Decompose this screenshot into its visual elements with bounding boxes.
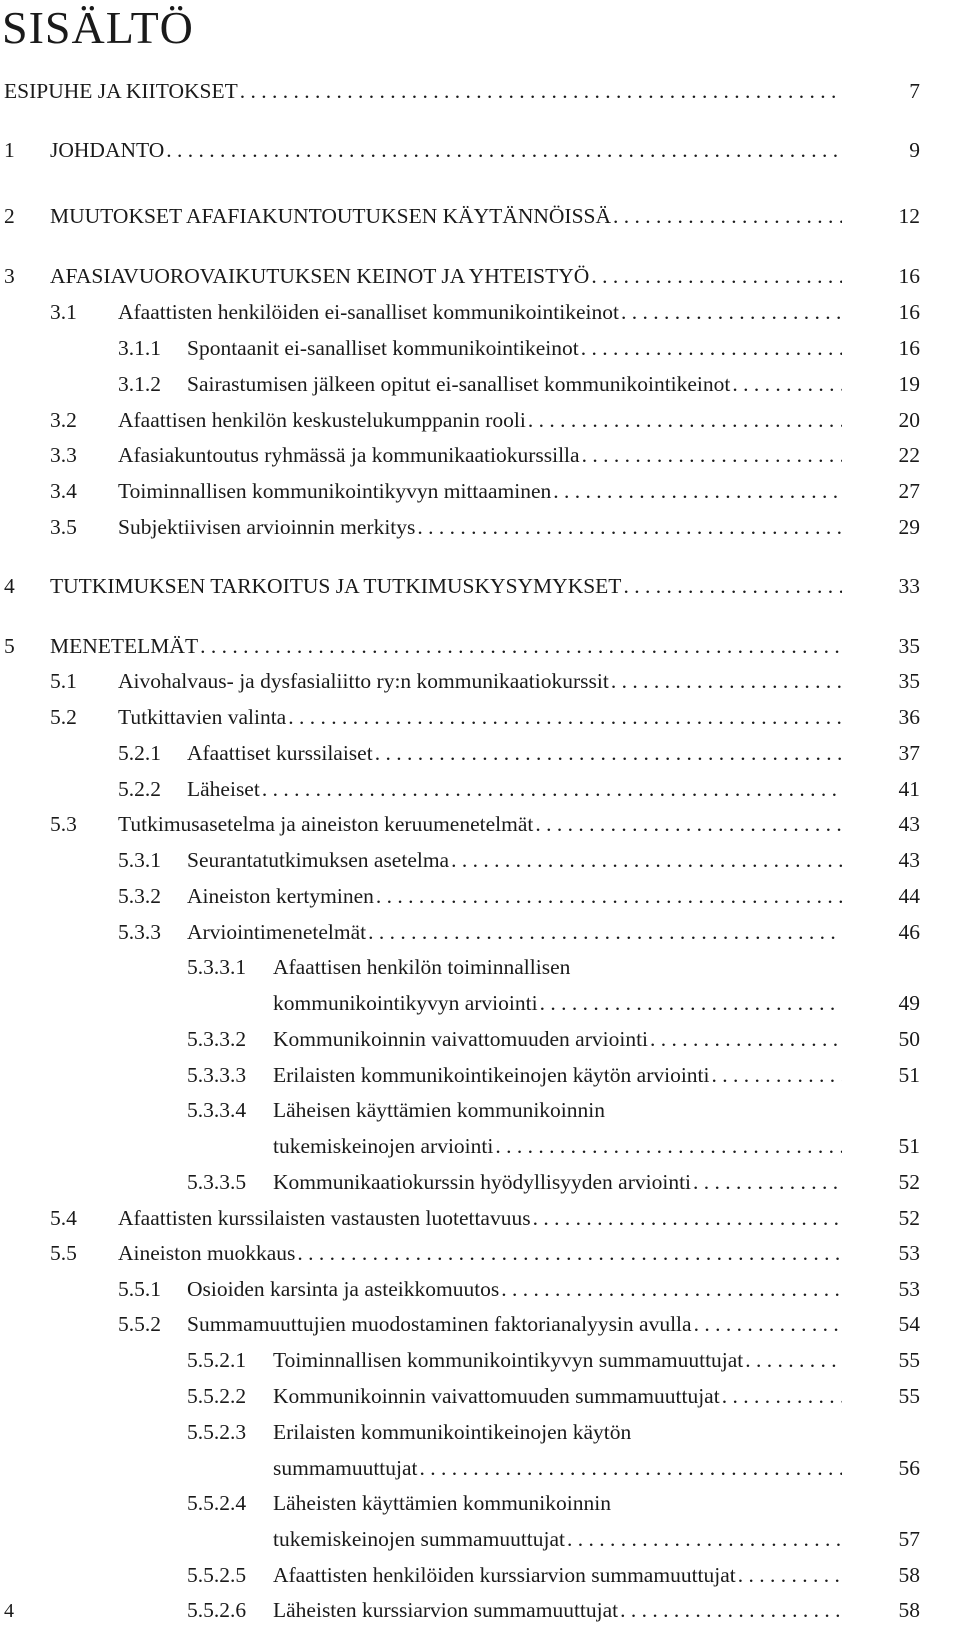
toc-entry-title: Aineiston kertyminen xyxy=(187,884,374,908)
toc-entry-title: tukemiskeinojen summamuuttujat xyxy=(273,1527,566,1551)
toc-entry-title: Osioiden karsinta ja asteikkomuutos xyxy=(187,1277,500,1301)
toc-entry-title: Afaattiset kurssilaiset xyxy=(187,741,373,765)
dot-leader xyxy=(621,297,842,328)
toc-entry-page: 27 xyxy=(898,479,920,503)
toc-entry-title: Summamuuttujien muodostaminen faktorianalyysin avulla xyxy=(187,1312,692,1336)
toc-entry-page: 33 xyxy=(898,574,920,598)
toc-entry-title: Läheiset xyxy=(187,777,260,801)
toc-entry xyxy=(0,512,960,543)
toc-entry-title: Afaattisten henkilöiden kurssiarvion summamuuttujat xyxy=(273,1563,736,1587)
toc-entry xyxy=(0,1381,960,1412)
toc-entry-number: 4 xyxy=(4,574,15,598)
toc-entry xyxy=(0,476,960,507)
toc-entry xyxy=(0,1560,960,1591)
toc-entry xyxy=(0,1417,960,1448)
toc-entry xyxy=(0,1167,960,1198)
dot-leader xyxy=(712,1060,843,1091)
toc-entry-number: 5.3.2 xyxy=(118,884,161,908)
dot-leader xyxy=(650,1024,842,1055)
toc-entry-title: Tutkittavien valinta xyxy=(118,705,287,729)
toc-entry xyxy=(0,1060,960,1091)
toc-entry-title: Läheisten kurssiarvion summamuuttujat xyxy=(273,1598,619,1622)
dot-leader xyxy=(694,1309,842,1340)
toc-entry-number: 5.5 xyxy=(50,1241,77,1265)
toc-entry-title: Afaattisten henkilöiden ei-sanalliset kommunikointikeinot xyxy=(118,300,619,324)
toc-entry-page: 9 xyxy=(909,138,920,162)
toc-entry xyxy=(0,201,960,232)
toc-entry-number: 5.5.2.4 xyxy=(187,1491,247,1515)
dot-leader xyxy=(722,1381,842,1412)
toc-entry-page: 55 xyxy=(898,1384,920,1408)
toc-entry-page: 55 xyxy=(898,1348,920,1372)
toc-entry-title: MUUTOKSET AFAFIAKUNTOUTUKSEN KÄYTÄNNÖISSÄ xyxy=(50,204,612,228)
toc-entry-title: Kommunikoinnin vaivattomuuden summamuuttujat xyxy=(273,1384,720,1408)
toc-entry xyxy=(0,1238,960,1269)
toc-entry-number: 5.3.3.5 xyxy=(187,1170,247,1194)
toc-entry-number: 5 xyxy=(4,634,15,658)
toc-entry-title: Kommunikaatiokurssin hyödyllisyyden arviointi xyxy=(273,1170,692,1194)
toc-entry-title: Läheisen käyttämien kommunikoinnin xyxy=(273,1098,605,1122)
toc-entry-title: Seurantatutkimuksen asetelma xyxy=(187,848,450,872)
toc-entry-title: MENETELMÄT xyxy=(50,634,199,658)
dot-leader xyxy=(240,76,842,107)
toc-entry xyxy=(0,881,960,912)
toc-entry xyxy=(0,1309,960,1340)
toc-entry-page: 22 xyxy=(898,443,920,467)
toc-entry xyxy=(0,1345,960,1376)
toc-entry-number: 5.3.3 xyxy=(118,920,161,944)
toc-entry-page: 58 xyxy=(898,1598,920,1622)
toc-entry-page: 50 xyxy=(898,1027,920,1051)
dot-leader xyxy=(745,1345,842,1376)
dot-leader xyxy=(376,881,842,912)
toc-entry-number: 5.3.3.2 xyxy=(187,1027,247,1051)
toc-entry-page: 43 xyxy=(898,848,920,872)
toc-entry-page: 53 xyxy=(898,1241,920,1265)
toc-entry-page: 56 xyxy=(898,1456,920,1480)
toc-entry-number: 3.3 xyxy=(50,443,77,467)
toc-entry-title: Spontaanit ei-sanalliset kommunikointikeinot xyxy=(187,336,579,360)
dot-leader xyxy=(535,809,842,840)
dot-leader xyxy=(262,774,842,805)
toc-entry xyxy=(0,845,960,876)
toc-entry-number: 5.5.2.3 xyxy=(187,1420,247,1444)
dot-leader xyxy=(738,1560,842,1591)
toc-entry-title: Afasiakuntoutus ryhmässä ja kommunikaatiokurssilla xyxy=(118,443,580,467)
toc-entry-page: 41 xyxy=(898,777,920,801)
toc-entry-number: 5.3 xyxy=(50,812,77,836)
toc-entry-number: 5.5.1 xyxy=(118,1277,161,1301)
toc-entry xyxy=(0,988,960,1019)
toc-entry-page: 29 xyxy=(898,515,920,539)
toc-entry-number: 5.3.1 xyxy=(118,848,161,872)
toc-entry-title: Aivohalvaus- ja dysfasialiitto ry:n kommunikaatiokurssit xyxy=(118,669,609,693)
toc-entry-number: 3.1.2 xyxy=(118,372,161,396)
toc-entry xyxy=(0,917,960,948)
toc-entry-page: 54 xyxy=(898,1312,920,1336)
toc-entry-title: TUTKIMUKSEN TARKOITUS JA TUTKIMUSKYSYMYKSET xyxy=(50,574,622,598)
toc-entry-title: Läheisten käyttämien kommunikoinnin xyxy=(273,1491,611,1515)
toc-entry xyxy=(0,952,960,983)
toc-entry xyxy=(0,405,960,436)
toc-entry xyxy=(0,1024,960,1055)
dot-leader xyxy=(540,988,842,1019)
toc-entry-page: 57 xyxy=(898,1527,920,1551)
toc-entry-title: Subjektiivisen arvioinnin merkitys xyxy=(118,515,416,539)
toc-entry xyxy=(0,1453,960,1484)
toc-entry xyxy=(0,774,960,805)
toc-entry-page: 20 xyxy=(898,408,920,432)
toc-entry-title: Kommunikoinnin vaivattomuuden arviointi xyxy=(273,1027,649,1051)
toc-entry-number: 5.4 xyxy=(50,1206,77,1230)
dot-leader xyxy=(623,571,842,602)
toc-entry-number: 5.5.2 xyxy=(118,1312,161,1336)
toc-entry-number: 2 xyxy=(4,204,15,228)
dot-leader xyxy=(591,261,842,292)
toc-entry-title: Afaattisen henkilön keskustelukumppanin rooli xyxy=(118,408,526,432)
toc-entry xyxy=(0,135,960,166)
dot-leader xyxy=(417,512,842,543)
page-number: 4 xyxy=(4,1600,14,1622)
toc-entry xyxy=(0,809,960,840)
dot-leader xyxy=(533,1203,842,1234)
toc-entry-number: 5.5.2.6 xyxy=(187,1598,247,1622)
toc-entry-number: 5.5.2.1 xyxy=(187,1348,247,1372)
toc-entry-title: Afaattisten kurssilaisten vastausten luotettavuus xyxy=(118,1206,531,1230)
toc-entry-number: 3 xyxy=(4,264,15,288)
dot-leader xyxy=(495,1131,842,1162)
toc-entry xyxy=(0,1274,960,1305)
dot-leader xyxy=(732,369,842,400)
toc-entry-title: Afaattisen henkilön toiminnallisen xyxy=(273,955,571,979)
dot-leader xyxy=(200,631,842,662)
toc-entry-page: 35 xyxy=(898,634,920,658)
toc-entry-title: Aineiston muokkaus xyxy=(118,1241,296,1265)
dot-leader xyxy=(375,738,842,769)
dot-leader xyxy=(501,1274,842,1305)
toc-entry-page: 43 xyxy=(898,812,920,836)
toc-entry-number: 3.4 xyxy=(50,479,77,503)
dot-leader xyxy=(420,1453,842,1484)
dot-leader xyxy=(613,201,842,232)
toc-entry-number: 5.5.2.2 xyxy=(187,1384,247,1408)
toc-entry-number: 5.5.2.5 xyxy=(187,1563,247,1587)
toc-entry xyxy=(0,333,960,364)
toc-entry-number: 3.1.1 xyxy=(118,336,161,360)
dot-leader xyxy=(581,333,842,364)
toc-entry-page: 36 xyxy=(898,705,920,729)
toc-entry-page: 51 xyxy=(898,1134,920,1158)
dot-leader xyxy=(368,917,842,948)
dot-leader xyxy=(166,135,842,166)
toc-entry-page: 49 xyxy=(898,991,920,1015)
toc-entry-title: Sairastumisen jälkeen opitut ei-sanalliset kommunikointikeinot xyxy=(187,372,731,396)
toc-entry-number: 1 xyxy=(4,138,15,162)
toc-entry-number: 3.1 xyxy=(50,300,77,324)
toc-entry xyxy=(0,1203,960,1234)
toc-entry-number: 5.2.2 xyxy=(118,777,161,801)
toc-entry-page: 16 xyxy=(898,264,920,288)
dot-leader xyxy=(553,476,842,507)
dot-leader xyxy=(288,702,842,733)
dot-leader xyxy=(451,845,842,876)
dot-leader xyxy=(693,1167,842,1198)
toc-entry xyxy=(0,1595,960,1626)
dot-leader xyxy=(582,440,842,471)
toc-entry xyxy=(0,440,960,471)
toc-entry-number: 5.3.3.1 xyxy=(187,955,247,979)
toc-entry xyxy=(0,76,960,107)
toc-entry-page: 35 xyxy=(898,669,920,693)
toc-entry xyxy=(0,738,960,769)
toc-entry-page: 37 xyxy=(898,741,920,765)
toc-entry-title: AFASIAVUOROVAIKUTUKSEN KEINOT JA YHTEISTYÖ xyxy=(50,264,590,288)
toc-entry-number: 3.5 xyxy=(50,515,77,539)
toc-entry-title: summamuuttujat xyxy=(273,1456,418,1480)
toc-entry xyxy=(0,702,960,733)
dot-leader xyxy=(567,1524,842,1555)
toc-entry xyxy=(0,1095,960,1126)
toc-entry xyxy=(0,261,960,292)
toc-entry xyxy=(0,1524,960,1555)
dot-leader xyxy=(528,405,842,436)
toc-entry-title: Erilaisten kommunikointikeinojen käytön arviointi xyxy=(273,1063,710,1087)
toc-entry xyxy=(0,631,960,662)
toc-entry-page: 53 xyxy=(898,1277,920,1301)
toc-entry-page: 19 xyxy=(898,372,920,396)
toc-entry-number: 5.1 xyxy=(50,669,77,693)
toc-entry xyxy=(0,1131,960,1162)
dot-leader xyxy=(611,666,842,697)
toc-entry-page: 52 xyxy=(898,1170,920,1194)
toc-entry-title: tukemiskeinojen arviointi xyxy=(273,1134,494,1158)
toc-entry-page: 7 xyxy=(909,79,920,103)
toc-entry xyxy=(0,369,960,400)
toc-entry-title: Toiminnallisen kommunikointikyvyn summamuuttujat xyxy=(273,1348,744,1372)
toc-entry-page: 12 xyxy=(898,204,920,228)
toc-entry-page: 58 xyxy=(898,1563,920,1587)
toc-entry-page: 46 xyxy=(898,920,920,944)
toc-entry-title: kommunikointikyvyn arviointi xyxy=(273,991,538,1015)
dot-leader xyxy=(297,1238,842,1269)
dot-leader xyxy=(620,1595,842,1626)
toc-entry-page: 44 xyxy=(898,884,920,908)
toc-entry-number: 5.3.3.3 xyxy=(187,1063,247,1087)
page-title: SISÄLTÖ xyxy=(2,2,194,53)
toc-entry-title: Tutkimusasetelma ja aineiston keruumenetelmät xyxy=(118,812,534,836)
toc-entry-number: 3.2 xyxy=(50,408,77,432)
toc-entry-title: Erilaisten kommunikointikeinojen käytön xyxy=(273,1420,632,1444)
toc-entry-page: 52 xyxy=(898,1206,920,1230)
toc-entry xyxy=(0,1488,960,1519)
toc-entry-title: Arviointimenetelmät xyxy=(187,920,367,944)
toc-entry-title: ESIPUHE JA KIITOKSET xyxy=(4,79,238,103)
toc-entry-number: 5.2 xyxy=(50,705,77,729)
toc-entry-number: 5.2.1 xyxy=(118,741,161,765)
toc-entry-title: JOHDANTO xyxy=(50,138,165,162)
toc-entry-page: 16 xyxy=(898,336,920,360)
toc-entry-title: Toiminnallisen kommunikointikyvyn mittaaminen xyxy=(118,479,552,503)
toc-entry-number: 5.3.3.4 xyxy=(187,1098,247,1122)
toc-entry-page: 16 xyxy=(898,300,920,324)
toc-entry xyxy=(0,666,960,697)
toc-entry-page: 51 xyxy=(898,1063,920,1087)
toc-entry xyxy=(0,571,960,602)
toc-entry xyxy=(0,297,960,328)
